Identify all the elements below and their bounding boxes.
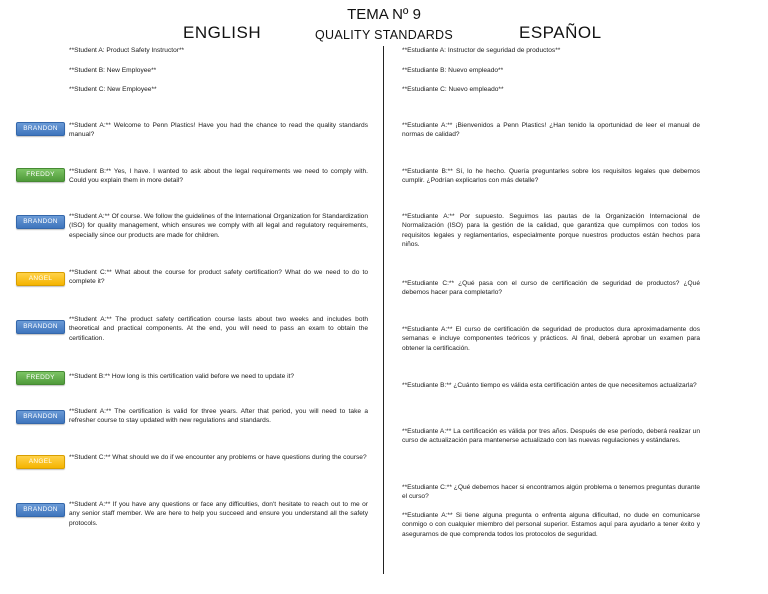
spanish-line: **Estudiante A:** Por supuesto. Seguimos las pautas de la Organización Internacional de Normalización (ISO) para la gestión de la calidad, que garantiza que cumplimos con todos los requisitos legales y reglamentarios, especialmente porque nuestros productos están hechos para niños. [402,213,700,249]
speaker-tag-brandon: BRANDON [16,122,65,136]
speaker-tag-angel: ANGEL [16,272,65,286]
english-line: **Student A:** Of course. We follow the guidelines of the International Organization for Standardization (ISO) for quality management, which ensures we comply with all legal and regulatory requirements, especially since our products are made for children. [69,213,368,239]
spanish-line: **Estudiante C:** ¿Qué debemos hacer si encontramos algún problema o tenemos preguntas durante el curso? [402,484,700,501]
english-line: **Student B: New Employee** [69,67,157,74]
spanish-line: **Estudiante A:** ¡Bienvenidos a Penn Plastics! ¿Han tenido la oportunidad de leer el manual de normas de calidad? [402,122,700,139]
spanish-line: **Estudiante C: Nuevo empleado** [402,86,504,93]
speaker-tag-freddy: FREDDY [16,168,65,182]
english-heading: ENGLISH [183,23,262,42]
spanish-line: **Estudiante C:** ¿Qué pasa con el curso de certificación de seguridad de productos? ¿Qué debemos hacer para completarlo? [402,280,700,297]
speaker-tag-brandon: BRANDON [16,215,65,229]
english-line: **Student A:** The product safety certification course lasts about two weeks and includes both theoretical and practical components. At the end, you will need to pass an exam to obtain the certification. [69,316,368,342]
spanish-line: **Estudiante B:** Sí, lo he hecho. Quería preguntarles sobre los requisitos legales que debemos cumplir. ¿Podrían explicarlos con más detalle? [402,168,700,185]
spanish-line: **Estudiante B:** ¿Cuánto tiempo es válida esta certificación antes de que necesitemos actualizarla? [402,382,697,389]
topic-title: TEMA Nº 9 [347,6,421,23]
speaker-tag-brandon: BRANDON [16,320,65,334]
english-line: **Student C:** What should we do if we encounter any problems or have questions during the course? [69,454,367,461]
english-line: **Student A:** If you have any questions or face any difficulties, don't hesitate to reach out to me or any senior staff member. We are here to help you succeed and ensure you understand all the safety protocols. [69,501,368,527]
speaker-tag-brandon: BRANDON [16,410,65,424]
english-line: **Student B:** Yes, I have. I wanted to ask about the legal requirements we need to comply with. Could you explain them in more detail? [69,168,368,185]
column-divider [383,46,384,574]
spanish-line: **Estudiante A:** La certificación es válida por tres años. Después de ese período, deberá realizar un curso de actualización para mantenerse actualizado con las nuevas regulaciones y estándares. [402,428,700,445]
english-line: **Student A:** Welcome to Penn Plastics! Have you had the chance to read the quality standards manual? [69,122,368,139]
english-line: **Student A:** The certification is valid for three years. After that period, you will need to take a refresher course to stay updated with new regulations and standards. [69,408,368,425]
spanish-line: **Estudiante A:** Si tiene alguna pregunta o enfrenta alguna dificultad, no dude en comunicarse conmigo o con cualquier miembro del personal superior. Estamos aquí para ayudarlo a tener éxito y asegurarnos de que comprenda todos los protocolos de seguridad. [402,512,700,538]
spanish-line: **Estudiante B: Nuevo empleado** [402,67,504,74]
speaker-tag-brandon: BRANDON [16,503,65,517]
english-line: **Student B:** How long is this certification valid before we need to update it? [69,373,295,380]
spanish-line: **Estudiante A:** El curso de certificación de seguridad de productos dura aproximadamente dos semanas e incluye componentes teóricos y prácticos. Al final, deberá aprobar un examen para obtener la certificación. [402,326,700,352]
english-line: **Student C: New Employee** [69,86,157,93]
subtitle: QUALITY STANDARDS [315,28,453,42]
speaker-tag-freddy: FREDDY [16,371,65,385]
speaker-tag-angel: ANGEL [16,455,65,469]
spanish-heading: ESPAÑOL [519,23,602,42]
spanish-line: **Estudiante A: Instructor de seguridad de productos** [402,47,561,54]
english-line: **Student A: Product Safety Instructor** [69,47,185,54]
english-line: **Student C:** What about the course for product safety certification? What do we need to do to complete it? [69,269,368,286]
